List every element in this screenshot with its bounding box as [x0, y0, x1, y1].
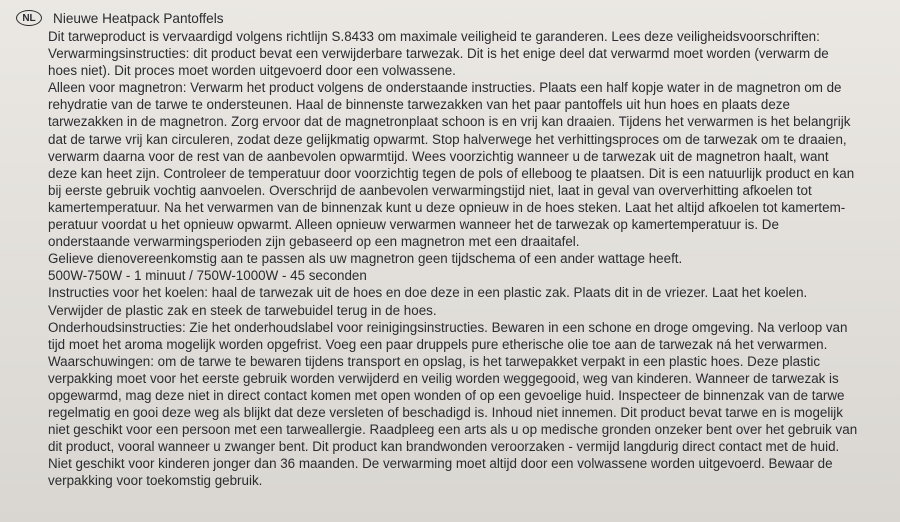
- text-line: niet geschikt voor een persoon met een tarweallergie. Raadpleeg een arts als u op medische gronden onzeker bent over het gebruik van: [48, 422, 858, 438]
- text-line: onderstaande verwarmingsperioden zijn gebaseerd op een magnetron met een draaitafel.: [48, 234, 580, 250]
- text-line: Niet geschikt voor kinderen jonger dan 36 maanden. De verwarming moet altijd door een volwassene worden uitgevoerd. Bewaar de: [48, 456, 833, 472]
- text-line: verwarm daarna voor de rest van de aanbevolen opwarmtijd. Wees voorzichtig wanneer u de tarwezak uit de magnetron haalt, want: [48, 148, 829, 164]
- text-line: Gelieve dienovereenkomstig aan te passen als uw magnetron geen tijdschema of een ander wattage heeft.: [48, 251, 683, 267]
- text-line: dit product, vooral wanneer u zwanger bent. Dit product kan brandwonden veroorzaken - vermijd langdurig direct contact met de huid.: [48, 439, 840, 455]
- text-line: Alleen voor magnetron: Verwarm het product volgens de onderstaande instructies. Plaats een half kopje water in de magnetron om de: [48, 80, 842, 96]
- text-line: dat de tarwe vrij kan circuleren, zodat deze gelijkmatig opwarmt. Stop halverwege het verhittingsproces om de tarwezak om te draaien,: [48, 131, 847, 147]
- text-line: peratuur voordat u het opnieuw opwarmt. Alleen opnieuw verwarmen wanneer het de tarwezak op kamertemperatuur is. De: [48, 217, 779, 233]
- text-line: Verwijder de plastic zak en steek de tarwebuidel terug in de hoes.: [48, 302, 437, 318]
- text-line: Dit tarweproduct is vervaardigd volgens richtlijn S.8433 om maximale veiligheid te garanderen. Lees deze veiligheidsvoorschriften:: [48, 29, 820, 44]
- language-badge: NL: [16, 10, 42, 26]
- text-line: deze kan heet zijn. Controleer de temperatuur door voorzichtig tegen de pols of elleboog te plaatsen. Dit is een natuurlijk product en kan: [48, 165, 855, 181]
- text-line: Instructies voor het koelen: haal de tarwezak uit de hoes en doe deze in een plastic zak. Plaats dit in de vriezer. Laat het koelen.: [48, 285, 808, 301]
- text-line: verpakking voor toekomstig gebruik.: [48, 473, 263, 489]
- text-line: opgewarmd, mag deze niet in direct contact komen met open wonden of op een gevoelige huid. Inspecteer de binnenzak van de tarwe: [48, 387, 845, 403]
- text-line: tijd moet het aroma mogelijk worden opgefrist. Voeg een paar druppels pure etherische olie toe aan de tarwezak ná het verwarmen.: [48, 336, 828, 352]
- text-line: rehydratie van de tarwe te ondersteunen. Haal de binnenste tarwezakken van het paar pantoffels uit hun hoes en plaats deze: [48, 97, 790, 113]
- text-line: bij eerste gebruik vochtig aanvoelen. Overschrijd de aanbevolen verwarmingstijd niet, laat in geval van oververhitting afkoelen tot: [48, 182, 812, 198]
- instructions-text: [12, 28, 890, 490]
- text-line: Verwarmingsinstructies: dit product bevat een verwijderbare tarwezak. Dit is het enige deel dat verwarmd moet worden (verwarm de: [48, 46, 829, 62]
- text-line: Waarschuwingen: om de tarwe te bewaren tijdens transport en opslag, is het tarwepakket verpakt in een plastic hoes. Deze plastic: [48, 353, 821, 369]
- text-line: verpakking moet voor het eerste gebruik worden verwijderd en veilig worden weggegooid, weg van kinderen. Wanneer de tarwezak is: [48, 370, 839, 386]
- text-line: Onderhoudsinstructies: Zie het onderhoudslabel voor reinigingsinstructies. Bewaren in een schone en droge omgeving. Na verloop van: [48, 319, 848, 335]
- text-line: kamertemperatuur. Na het verwarmen van de binnenzak kunt u deze opnieuw in de hoes steken. Laat het altijd afkoelen tot kamertem-: [48, 199, 846, 215]
- text-line: hoes niet). Dit proces moet worden uitgevoerd door een volwassene.: [48, 63, 456, 79]
- product-title: Nieuwe Heatpack Pantoffels: [53, 10, 224, 26]
- text-line: 500W-750W - 1 minuut / 750W-1000W - 45 seconden: [48, 268, 367, 284]
- text-line: tarwezakken in de magnetron. Zorg ervoor dat de magnetronplaat schoon is en vrij kan draaien. Tijdens het verwarmen is het belangrijk: [48, 114, 851, 130]
- label-header: [12, 9, 890, 27]
- text-line: regelmatig en gooi deze weg als blijkt dat deze versleten of beschadigd is. Inhoud niet innemen. Dit product bevat tarwe en is mogelijk: [48, 405, 843, 421]
